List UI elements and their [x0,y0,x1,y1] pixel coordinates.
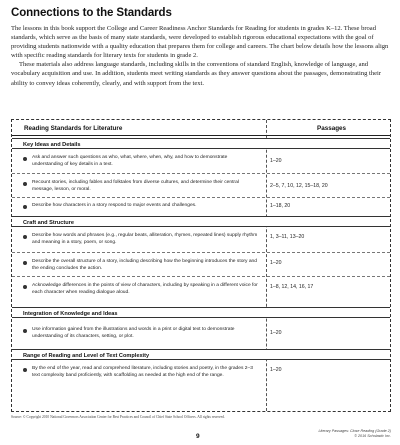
table-header [12,120,390,136]
footer-title: Literary Passages: Close Reading (Grade 2) [318,429,391,433]
standard-text: Describe the overall structure of a story, including describing how the beginning introduces the story and the ending concludes the action. [32,259,258,271]
standard-text: Use information gained from the illustrations and words in a print or digital text to demonstrate understanding of its characters, setting, or plot. [32,327,235,339]
page-heading: Connections to the Standards [11,7,172,19]
section-craft-structure [12,216,390,227]
table-row [12,174,390,198]
bullet-icon [23,285,27,289]
passages-value: 1–18, 20 [270,203,291,209]
section-title: Craft and Structure [23,219,74,226]
footer-copyright: © 2016 Scholastic Inc. [354,434,391,438]
table-row [12,360,390,400]
standard-text: Recount stories, including fables and folktales from diverse cultures, and determine their central message, lesson, or moral. [32,180,239,192]
passages-value: 1–20 [270,158,282,164]
standards-table [11,119,391,412]
passages-value: 1, 3–11, 13–20 [270,234,305,240]
footer-credit [318,429,391,439]
section-integration [12,307,390,318]
bullet-icon [23,205,27,209]
standard-text: Ask and answer such questions as who, what, where, when, why, and how to demonstrate understanding of key details in a text. [32,155,228,167]
bullet-icon [23,182,27,186]
passages-value: 2–5, 7, 10, 12, 15–18, 20 [270,183,328,189]
intro-paragraph-1: The lessons in this book support the College and Career Readiness Anchor Standards for Reading for students in grades K–12. These broad standards, which serve as the basis of many state standards, were developed to establish rigorous educational expectations with the goal of providing students nationwide with a quality education that prepares them for college and careers. The chart below details how the lessons align with specific reading standards for literary texts for students in grade 2. [11,25,389,60]
passages-value: 1–20 [270,330,282,336]
section-title: Key Ideas and Details [23,141,81,148]
section-key-ideas [12,138,390,149]
bullet-icon [23,329,27,333]
table-row [12,198,390,216]
section-range [12,349,390,360]
table-row [12,318,390,349]
source-citation: Source: © Copyright 2010 National Governors Association Center for Best Practices and Council of Chief State School Officers. All rights reserved. [11,415,225,419]
page-number: 9 [196,433,200,440]
intro-paragraph-2: These materials also address language standards, including skills in the conventions of standard English, knowledge of language, and vocabulary acquisition and use. In addition, students meet writing standards as they answer questions about the passages, demonstrating their ability to convey ideas coherently, clearly, and with support from the text. [11,61,381,87]
intro-text [11,24,391,88]
standard-text: Describe how words and phrases (e.g., regular beats, alliteration, rhymes, repeated lines) supply rhythm and meaning in a story, poem, or song. [32,233,258,245]
table-row [12,149,390,174]
passages-value: 1–20 [270,367,282,373]
passages-value: 1–20 [270,260,282,266]
bullet-icon [23,157,27,161]
column-header-standards: Reading Standards for Literature [24,125,123,132]
bullet-icon [23,368,27,372]
bullet-icon [23,235,27,239]
standard-text: Describe how characters in a story respond to major events and challenges. [32,203,197,208]
section-title: Range of Reading and Level of Text Complexity [23,352,150,359]
column-header-passages: Passages [317,125,347,132]
table-row [12,277,390,307]
passages-value: 1–8, 12, 14, 16, 17 [270,284,314,290]
table-row [12,253,390,277]
standard-text: By the end of the year, read and comprehend literature, including stories and poetry, in the grades 2–3 text complexity band proficiently, with scaffolding as needed at the high end of the range. [32,366,253,378]
table-row [12,227,390,253]
standard-text: Acknowledge differences in the points of view of characters, including by speaking in a different voice for each character when reading dialogue aloud. [32,283,258,295]
bullet-icon [23,261,27,265]
section-title: Integration of Knowledge and Ideas [23,310,118,317]
